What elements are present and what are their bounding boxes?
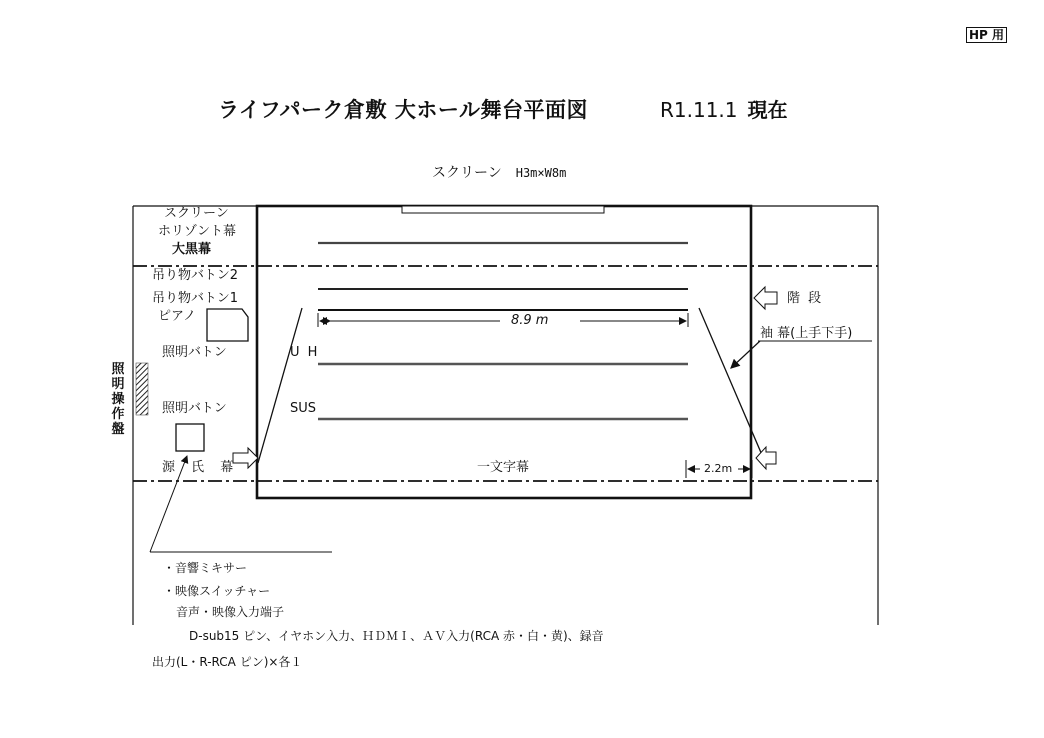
label-horizont: ホリゾント幕 [158, 224, 237, 239]
label-ichimonji: 一文字幕 [477, 460, 530, 475]
piano-icon [207, 309, 248, 341]
sode-arrow [731, 341, 760, 368]
hp-badge: HP 用 [966, 27, 1007, 43]
label-genji-curtain: 源 氏 幕 [162, 460, 240, 475]
label-stage-width: 8.9 m [508, 314, 551, 327]
label-lighting-console: 照明操作盤 [111, 362, 125, 437]
note-io-detail: D-sub15 ピン、イヤホン入力、ＨＤＭＩ、ＡＶ入力(RCA 赤・白・黄)、録音 [189, 629, 604, 643]
label-lighting-batten-b: 照明バトン [162, 401, 227, 416]
left-side-curtain [258, 308, 302, 463]
label-stairs: 階 段 [787, 291, 824, 306]
label-batten-2: 吊り物バトン2 [152, 268, 239, 283]
note-io-title: 音声・映像入力端子 [176, 605, 285, 619]
right-side-curtain [699, 308, 765, 462]
label-uh: U H [290, 345, 320, 360]
screen-caption-label: スクリーン [432, 165, 502, 181]
note-switcher: ・映像スイッチャー [163, 584, 271, 598]
page-title: ライフパーク倉敷 大ホール舞台平面図 [218, 98, 588, 122]
stairs-arrow-icon [754, 287, 777, 309]
label-piano: ピアノ [158, 309, 196, 324]
label-apron-depth: 2.2m [704, 462, 733, 475]
label-sode-curtain: 袖 幕(上手下手) [760, 326, 853, 341]
note-io-output: 出力(L・R-RCA ピン)×各１ [152, 655, 303, 669]
right-entry-arrow-icon [756, 447, 776, 469]
label-screen: スクリーン [164, 206, 229, 221]
screen-bar [402, 206, 604, 213]
label-batten-1: 吊り物バトン1 [152, 291, 239, 306]
label-sus: SUS [290, 401, 317, 416]
stage-frame [257, 206, 751, 498]
label-black-curtain: 大黒幕 [172, 242, 212, 257]
screen-caption-size: H3m×W8m [515, 166, 567, 180]
mixer-box [176, 424, 204, 451]
note-mixer: ・音響ミキサー [163, 561, 248, 575]
label-lighting-batten-a: 照明バトン [162, 345, 227, 360]
lighting-console-hatch [136, 363, 148, 415]
date-value: R1.11.1 [660, 98, 738, 122]
date-suffix: 現在 [747, 98, 788, 122]
